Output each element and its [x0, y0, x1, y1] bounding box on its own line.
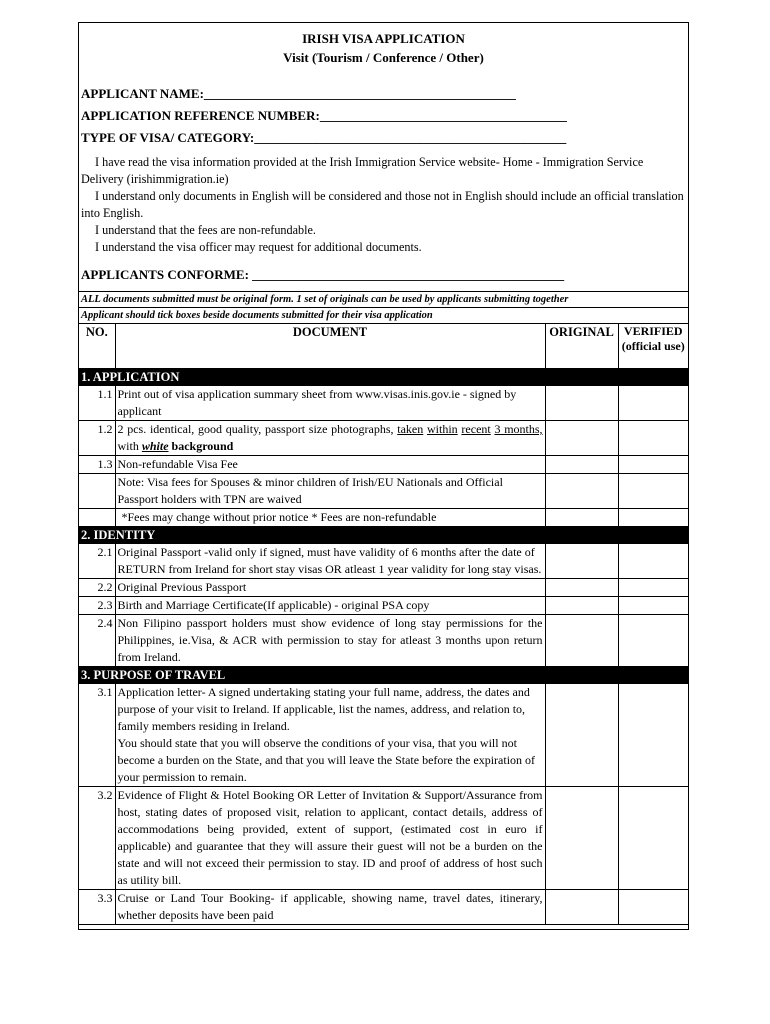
- section-label: 1. APPLICATION: [79, 369, 688, 386]
- row-number-empty: [79, 509, 115, 527]
- photo-white: white: [141, 439, 169, 453]
- verified-cell: [618, 597, 688, 615]
- row-document: Print out of visa application summary sheet from www.visas.inis.gov.ie - signed by applicant: [115, 386, 545, 421]
- table-row: [79, 386, 688, 421]
- original-checkbox[interactable]: [545, 787, 618, 890]
- table-row: [79, 421, 688, 456]
- table-row: [79, 509, 688, 527]
- visa-type-field[interactable]: TYPE OF VISA/ CATEGORY:________________________________________________: [81, 130, 567, 145]
- original-checkbox[interactable]: [545, 684, 618, 787]
- verified-cell: [618, 615, 688, 667]
- row-number: 2.2: [79, 579, 115, 597]
- form-title: IRISH VISA APPLICATION: [302, 31, 465, 46]
- row-number: 3.2: [79, 787, 115, 890]
- verified-cell: [618, 890, 688, 925]
- applicant-name-field[interactable]: APPLICANT NAME:________________________________________________: [81, 86, 516, 101]
- form-header: [79, 23, 688, 291]
- verified-cell: [618, 456, 688, 474]
- original-checkbox[interactable]: [545, 421, 618, 456]
- photo-taken: taken: [397, 422, 424, 436]
- application-letter-text: Application letter- A signed undertaking stating your full name, address, the dates and purpose of your visit to Ireland. If applicable, list the names, address, and relation to, family members residing in Ireland.: [117, 685, 530, 733]
- row-note: Note: Visa fees for Spouses & minor children of Irish/EU Nationals and Official Passport holders with TPN are waived: [115, 474, 545, 509]
- row-number: 2.4: [79, 615, 115, 667]
- section-application: [79, 369, 688, 386]
- row-document: [115, 684, 545, 787]
- original-cell: [545, 509, 618, 527]
- table-row: [79, 597, 688, 615]
- header-verified: VERIFIED (official use): [618, 324, 688, 369]
- header-original: ORIGINAL: [545, 324, 618, 369]
- original-checkbox[interactable]: [545, 544, 618, 579]
- row-document: Cruise or Land Tour Booking- if applicable, showing name, travel dates, itinerary, whether deposits have been paid: [115, 890, 545, 925]
- row-number-empty: [79, 474, 115, 509]
- original-checkbox[interactable]: [545, 615, 618, 667]
- table-row: [79, 579, 688, 597]
- verified-cell: [618, 386, 688, 421]
- declaration-fees: I understand that the fees are non-refundable.: [95, 223, 316, 237]
- declaration-additional-docs: I understand the visa officer may request for additional documents.: [95, 240, 422, 254]
- table-row: [79, 615, 688, 667]
- tick-boxes-note: Applicant should tick boxes beside documents submitted for their visa application: [79, 307, 688, 323]
- documents-table: [79, 323, 688, 925]
- table-header-row: [79, 324, 688, 369]
- original-form-note: ALL documents submitted must be original form. 1 set of originals can be used by applicants submitting together: [79, 291, 688, 307]
- photo-spec: 2 pcs. identical, good quality, passport size photographs,: [117, 422, 394, 436]
- reference-number-field[interactable]: APPLICATION REFERENCE NUMBER:______________________________________: [81, 108, 567, 123]
- section-purpose: [79, 667, 688, 684]
- verified-cell: [618, 544, 688, 579]
- declaration-english: I understand only documents in English will be considered and those not in English should include an official translation into English.: [81, 189, 684, 220]
- original-checkbox[interactable]: [545, 579, 618, 597]
- section-label: 2. IDENTITY: [79, 527, 688, 544]
- row-document: [115, 421, 545, 456]
- photo-recent: recent: [461, 422, 491, 436]
- declaration-website: I have read the visa information provided at the Irish Immigration Service website- Home - Immigration Service Delivery (irishimmigration.ie): [81, 155, 644, 186]
- row-fees-note: *Fees may change without prior notice * Fees are non-refundable: [115, 509, 545, 527]
- row-document: Original Previous Passport: [115, 579, 545, 597]
- verified-cell: [618, 509, 688, 527]
- verified-cell: [618, 474, 688, 509]
- table-row: [79, 544, 688, 579]
- original-checkbox[interactable]: [545, 890, 618, 925]
- conforme-field[interactable]: APPLICANTS CONFORME: ________________________________________________: [81, 267, 565, 282]
- original-checkbox[interactable]: [545, 456, 618, 474]
- table-row: [79, 474, 688, 509]
- application-letter-conditions: You should state that you will observe the conditions of your visa, that you will not become a burden on the State, and that you will leave the State before the expiration of your permission to remain.: [117, 736, 536, 784]
- table-row: [79, 456, 688, 474]
- photo-within: within: [427, 422, 458, 436]
- row-number: 3.1: [79, 684, 115, 787]
- row-number: 3.3: [79, 890, 115, 925]
- original-cell: [545, 474, 618, 509]
- original-checkbox[interactable]: [545, 597, 618, 615]
- verified-cell: [618, 787, 688, 890]
- table-row: [79, 684, 688, 787]
- section-identity: [79, 527, 688, 544]
- row-document: Non Filipino passport holders must show evidence of long stay permissions for the Philippines, ie.Visa, & ACR with permission to stay for atleast 3 months upon return from Ireland.: [115, 615, 545, 667]
- row-number: 1.2: [79, 421, 115, 456]
- original-checkbox[interactable]: [545, 386, 618, 421]
- row-number: 2.1: [79, 544, 115, 579]
- header-no: NO.: [79, 324, 115, 369]
- row-document: Evidence of Flight & Hotel Booking OR Letter of Invitation & Support/Assurance from host, stating dates of proposed visit, relation to applicant, contact details, address of accommodations being provided, extent of support, (estimated cost in euro if applicable) and guarantee that they will assure their guest will not be a burden on the state and will not exceed their permission to stay. ID and proof of address of host such as utility bill.: [115, 787, 545, 890]
- photo-with: with: [117, 439, 139, 453]
- row-document: Non-refundable Visa Fee: [115, 456, 545, 474]
- header-document: DOCUMENT: [115, 324, 545, 369]
- verified-cell: [618, 421, 688, 456]
- form-subtitle: Visit (Tourism / Conference / Other): [283, 50, 484, 65]
- photo-months: 3 months,: [494, 422, 543, 436]
- table-row: [79, 890, 688, 925]
- row-document: Original Passport -valid only if signed, must have validity of 6 months after the date of RETURN from Ireland for short stay visas OR atleast 1 year validity for long stay visas.: [115, 544, 545, 579]
- photo-background: background: [171, 439, 234, 453]
- row-number: 1.3: [79, 456, 115, 474]
- row-number: 1.1: [79, 386, 115, 421]
- row-number: 2.3: [79, 597, 115, 615]
- verified-cell: [618, 684, 688, 787]
- table-row: [79, 787, 688, 890]
- section-label: 3. PURPOSE OF TRAVEL: [79, 667, 688, 684]
- row-document: Birth and Marriage Certificate(If applicable) - original PSA copy: [115, 597, 545, 615]
- verified-cell: [618, 579, 688, 597]
- visa-checklist-form: [78, 22, 689, 930]
